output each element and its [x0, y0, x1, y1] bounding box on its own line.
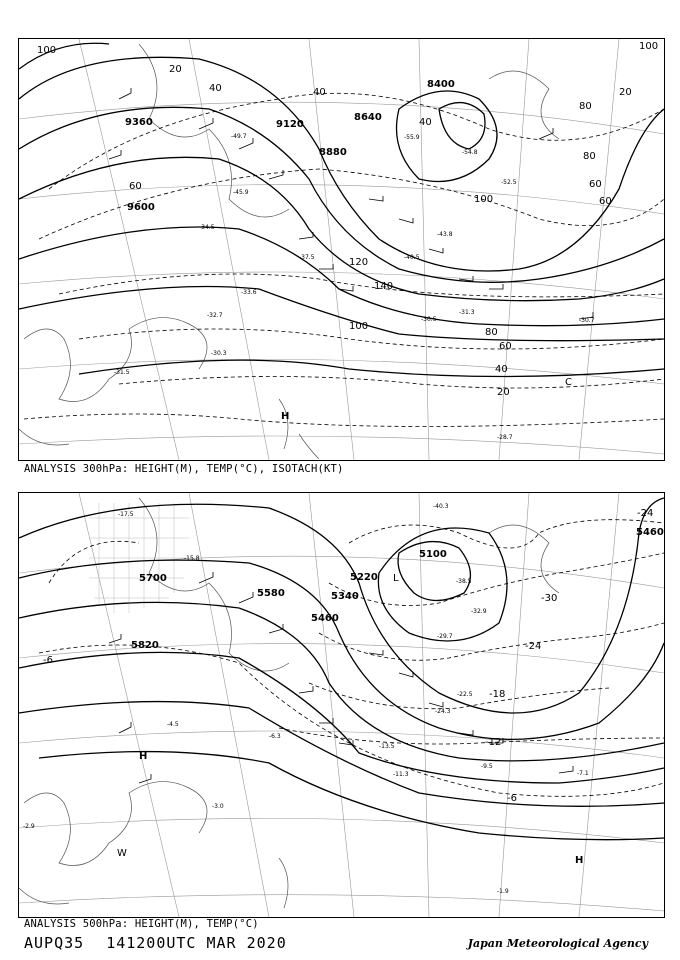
temp-label: -34.5	[199, 224, 215, 231]
temp-label: -40.5	[404, 254, 420, 261]
height-label: 5820	[131, 640, 159, 651]
high-pressure-mark: H	[139, 751, 148, 762]
map-500hpa-canvas	[19, 493, 664, 917]
isotach-label: 40	[313, 87, 326, 98]
temp-label: -55.9	[404, 134, 420, 141]
temp-label: -3.0	[212, 803, 224, 810]
temp-contour-label: -6	[507, 793, 517, 804]
temp-label: -31.5	[114, 369, 130, 376]
temp-contour-label: -24	[525, 641, 542, 652]
caption-300hpa: ANALYSIS 300hPa: HEIGHT(M), TEMP(°C), ISOTACH(KT)	[24, 463, 344, 475]
isotach-label: 100	[37, 45, 57, 56]
wind-barbs	[109, 572, 573, 783]
temp-label: -15.8	[184, 555, 200, 562]
temp-label: -24.3	[435, 708, 451, 715]
low-pressure-mark: L	[393, 573, 399, 584]
height-label: 9120	[276, 119, 304, 130]
height-contours	[19, 43, 664, 376]
temp-label: -30.3	[211, 350, 227, 357]
temp-contour-label: -6	[43, 655, 53, 666]
height-contours	[19, 498, 664, 840]
map-300hpa-canvas	[19, 39, 664, 460]
temp-label: -17.5	[118, 511, 134, 518]
temp-label: -30.7	[579, 317, 595, 324]
temp-label: -1.9	[497, 888, 509, 895]
cold-mark: C	[565, 377, 572, 388]
temp-label: -52.5	[501, 179, 517, 186]
temp-label: -45.9	[233, 189, 249, 196]
high-pressure-mark: H	[575, 855, 584, 866]
warm-mark: W	[117, 848, 127, 859]
product-footer	[24, 934, 287, 952]
temp-label: -43.8	[437, 231, 453, 238]
temp-label: -13.5	[379, 743, 395, 750]
isotach-label: 80	[485, 327, 498, 338]
graticule	[19, 493, 664, 917]
high-pressure-mark: H	[281, 411, 290, 422]
height-label: 5220	[350, 572, 378, 583]
temp-label: -40.3	[433, 503, 449, 510]
temp-label: -9.5	[481, 763, 493, 770]
temp-label: -22.5	[457, 691, 473, 698]
isotach-label: 40	[495, 364, 508, 375]
height-label: 5100	[419, 549, 447, 560]
isotach-label: 120	[349, 257, 369, 268]
temp-label: -31.3	[459, 309, 475, 316]
temp-label: -49.7	[231, 133, 247, 140]
isotach-label: 40	[419, 117, 432, 128]
temp-label: -38.5	[456, 578, 472, 585]
temp-contour-label: -12	[485, 737, 502, 748]
temp-label: -32.9	[471, 608, 487, 615]
agency-credit: Japan Meteorological Agency	[467, 937, 648, 950]
temp-label: -11.3	[393, 771, 409, 778]
height-label: 9600	[127, 202, 155, 213]
temp-label: -32.7	[207, 312, 223, 319]
temp-contour-label: -30	[541, 593, 558, 604]
analysis-datetime: 141200UTC MAR 2020	[106, 934, 287, 952]
isotach-label: 20	[497, 387, 510, 398]
height-label: 5580	[257, 588, 285, 599]
isotach-label: 20	[619, 87, 632, 98]
temp-label: -29.7	[437, 633, 453, 640]
isotach-label: 100	[349, 321, 369, 332]
isotach-label: 60	[589, 179, 602, 190]
temp-label: -4.5	[167, 721, 179, 728]
temp-label: -54.8	[462, 149, 478, 156]
hatched-area	[89, 503, 189, 613]
isotach-label: 100	[639, 41, 659, 52]
isotach-label: 80	[579, 101, 592, 112]
height-label: 5460	[311, 613, 339, 624]
coastlines	[19, 498, 559, 908]
temp-label: -6.3	[269, 733, 281, 740]
temp-label: -28.7	[497, 434, 513, 441]
temp-label: -2.9	[23, 823, 35, 830]
isotach-label: 80	[583, 151, 596, 162]
height-label: 8880	[319, 147, 347, 158]
height-label: 8640	[354, 112, 382, 123]
height-label: 8400	[427, 79, 455, 90]
isotach-label: 100	[474, 194, 494, 205]
height-label: 5700	[139, 573, 167, 584]
height-label: 5460	[636, 527, 664, 538]
temp-contour-label: -18	[489, 689, 506, 700]
isotach-label: 60	[599, 196, 612, 207]
caption-500hpa: ANALYSIS 500hPa: HEIGHT(M), TEMP(°C)	[24, 918, 259, 930]
temp-label: -30.5	[421, 316, 437, 323]
temp-label: -7.1	[577, 770, 589, 777]
isotach-label: 60	[499, 341, 512, 352]
analysis-300hpa-map	[18, 38, 665, 461]
temp-label: -33.6	[241, 289, 257, 296]
isotach-label: 40	[209, 83, 222, 94]
height-label: 5340	[331, 591, 359, 602]
product-code: AUPQ35	[24, 934, 85, 952]
analysis-500hpa-map	[18, 492, 665, 918]
isotach-label: 60	[129, 181, 142, 192]
temp-contour-label: -24	[637, 508, 654, 519]
isotach-label: 20	[169, 64, 182, 75]
isotach-label: 140	[374, 281, 394, 292]
height-label: 9360	[125, 117, 153, 128]
temp-label: -37.5	[299, 254, 315, 261]
